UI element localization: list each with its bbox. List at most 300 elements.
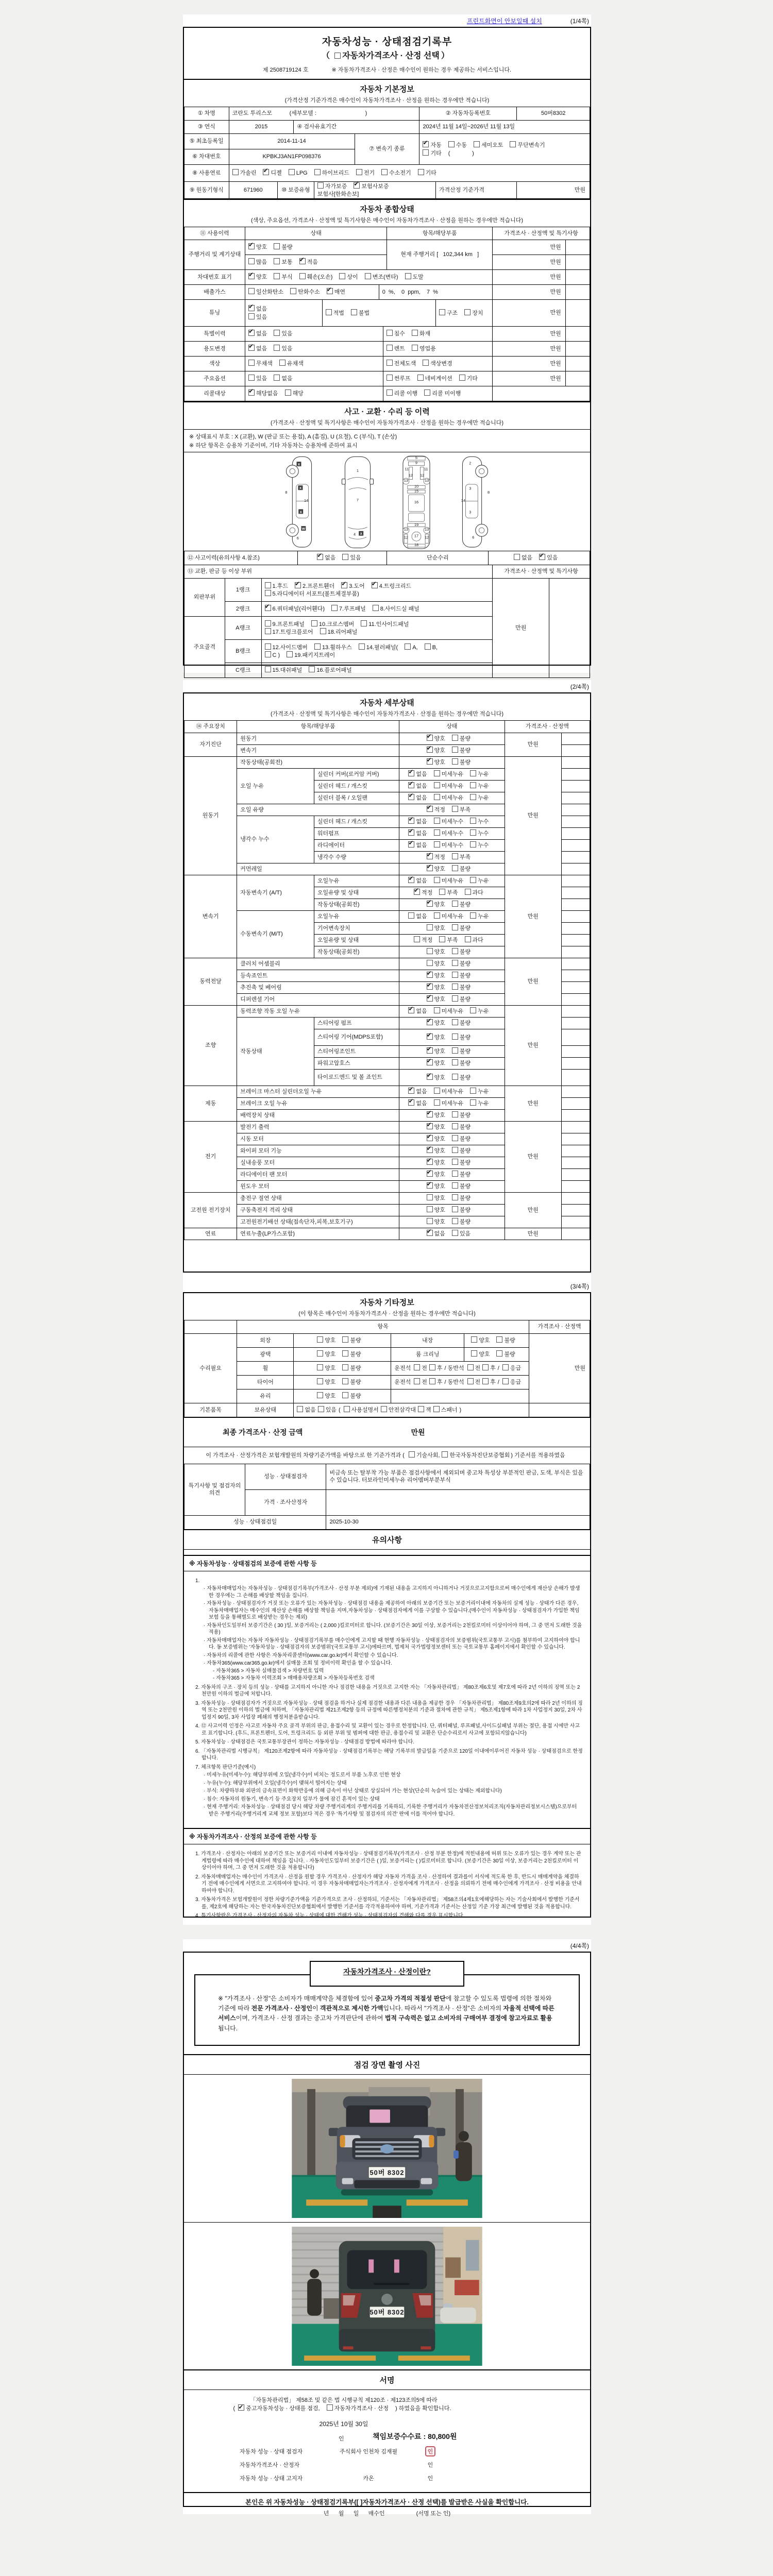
checkbox-checked[interactable] — [408, 782, 414, 788]
checkbox[interactable] — [317, 1336, 323, 1343]
checkbox-option[interactable]: 양호 — [427, 1218, 445, 1226]
checkbox-option[interactable]: ✔ 양호 — [427, 995, 445, 1003]
checkbox-option[interactable]: 불량 — [452, 1206, 470, 1214]
checkbox-option[interactable]: ✔ 양호 — [427, 1159, 445, 1166]
checkbox-option[interactable]: 사용설명서 — [344, 1406, 379, 1414]
checkbox[interactable] — [320, 628, 326, 634]
checkbox-option[interactable]: 누유 — [470, 877, 489, 885]
checkbox[interactable] — [452, 960, 458, 966]
checkbox-checked[interactable] — [327, 288, 333, 294]
checkbox-option[interactable]: 양호 — [317, 1392, 335, 1400]
checkbox[interactable] — [265, 666, 271, 672]
checkbox-checked[interactable] — [299, 258, 306, 264]
checkbox-option[interactable]: ✔ 양호 — [427, 1123, 445, 1131]
checkbox-option[interactable]: 18.리어패널 — [320, 628, 358, 636]
checkbox[interactable] — [465, 936, 471, 942]
checkbox[interactable] — [274, 375, 280, 381]
checkbox[interactable] — [452, 1218, 458, 1224]
checkbox-option[interactable]: 불량 — [342, 1392, 361, 1400]
checkbox-option[interactable]: 유채색 — [279, 360, 304, 367]
checkbox[interactable] — [434, 1088, 440, 1094]
checkbox-checked[interactable] — [295, 582, 301, 588]
checkbox[interactable] — [386, 345, 393, 351]
checkbox-checked[interactable] — [408, 1007, 414, 1013]
checkbox-option[interactable]: ✔없음 — [248, 305, 267, 313]
checkbox-option[interactable]: 부족 — [452, 853, 470, 861]
checkbox-checked[interactable] — [248, 273, 255, 279]
checkbox-option[interactable]: ✔ 양호 — [427, 1047, 445, 1055]
checkbox-option[interactable]: ✔ 없음 — [317, 554, 335, 562]
checkbox-option[interactable]: 불량 — [452, 1074, 470, 1081]
checkbox-option[interactable]: 한국자동차진단보증협회 — [442, 1451, 510, 1460]
checkbox-option[interactable]: ✔ 양호 — [427, 1171, 445, 1178]
checkbox-checked[interactable] — [427, 853, 433, 859]
checkbox[interactable] — [434, 794, 440, 800]
checkbox-option[interactable]: 17.트렁크플로어 — [265, 628, 313, 636]
checkbox-option[interactable]: 불량 — [452, 1033, 470, 1041]
checkbox-option[interactable]: ✔ 없음 — [408, 770, 427, 778]
checkbox[interactable] — [452, 1059, 458, 1065]
checkbox-option[interactable]: 썬루프 — [386, 375, 411, 382]
checkbox[interactable] — [427, 948, 433, 954]
checkbox-option[interactable]: 불량 — [342, 1378, 361, 1386]
checkbox[interactable] — [434, 1007, 440, 1013]
checkbox-option[interactable]: 누유 — [470, 1088, 489, 1095]
checkbox-option[interactable]: 응급 — [502, 1364, 521, 1372]
checkbox-option[interactable]: 있음 — [342, 554, 361, 562]
checkbox-option[interactable]: 없음 — [274, 375, 292, 382]
checkbox-option[interactable]: ✔ 양호 — [427, 1074, 445, 1081]
checkbox-checked[interactable] — [408, 877, 414, 883]
checkbox[interactable] — [452, 1123, 458, 1129]
checkbox-option[interactable]: 불법 — [351, 309, 369, 317]
checkbox-checked[interactable] — [427, 1033, 433, 1040]
checkbox[interactable] — [452, 1074, 458, 1080]
checkbox[interactable] — [470, 841, 476, 848]
checkbox-checked[interactable] — [408, 1088, 414, 1094]
checkbox[interactable] — [470, 782, 476, 788]
checkbox[interactable] — [265, 590, 271, 596]
checkbox-option[interactable]: 전기 — [356, 169, 375, 177]
checkbox-option[interactable]: 후 — [429, 1378, 443, 1386]
checkbox[interactable] — [248, 360, 255, 366]
checkbox[interactable] — [452, 1147, 458, 1153]
checkbox-option[interactable]: ✔ 양호 — [427, 901, 445, 908]
checkbox[interactable] — [452, 901, 458, 907]
checkbox-option[interactable]: 상이 — [339, 273, 358, 281]
checkbox-option[interactable]: ✔ 적정 — [427, 853, 445, 861]
checkbox[interactable] — [274, 330, 280, 336]
checkbox[interactable] — [434, 818, 440, 824]
checkbox-option[interactable]: 장치 — [464, 309, 483, 317]
checkbox-option[interactable]: 13.휠하우스 — [314, 643, 352, 651]
checkbox[interactable] — [442, 1451, 448, 1458]
checkbox-option[interactable]: 기타 — [423, 149, 441, 157]
checkbox[interactable] — [373, 605, 379, 611]
checkbox-option[interactable]: A, — [405, 643, 417, 651]
checkbox[interactable] — [297, 1406, 303, 1412]
checkbox-option[interactable]: 불량 — [452, 1159, 470, 1166]
checkbox-option[interactable]: ✔ 보험사보증 — [354, 182, 389, 190]
checkbox[interactable] — [317, 182, 324, 189]
checkbox[interactable] — [423, 360, 429, 366]
checkbox-option[interactable]: 불량 — [452, 747, 470, 754]
checkbox-option[interactable]: 누수 — [470, 841, 489, 849]
checkbox[interactable] — [265, 620, 271, 626]
checkbox-option[interactable]: 있음 — [274, 345, 292, 352]
checkbox[interactable] — [434, 829, 440, 836]
checkbox[interactable] — [314, 643, 321, 650]
checkbox-option[interactable]: ✔ 적정 — [427, 806, 445, 814]
checkbox[interactable] — [471, 1350, 477, 1357]
checkbox-option[interactable]: 불량 — [452, 1218, 470, 1226]
checkbox-option[interactable]: 양호 — [427, 1206, 445, 1214]
checkbox-option[interactable]: 미세누유 — [434, 782, 464, 790]
checkbox-option[interactable]: 해당 — [285, 389, 304, 397]
checkbox[interactable] — [381, 169, 388, 175]
checkbox-option[interactable]: 구조 — [439, 309, 458, 317]
checkbox[interactable] — [248, 258, 255, 264]
checkbox-checked[interactable] — [427, 1074, 433, 1080]
checkbox[interactable] — [482, 1364, 489, 1370]
checkbox-option[interactable]: 과다 — [465, 889, 483, 896]
checkbox-option[interactable]: 양호 — [317, 1350, 335, 1358]
checkbox[interactable] — [274, 258, 280, 264]
checkbox-option[interactable]: 없음 — [408, 912, 427, 920]
checkbox-checked[interactable] — [414, 889, 420, 895]
checkbox[interactable] — [434, 912, 440, 919]
checkbox-checked[interactable] — [248, 345, 255, 351]
checkbox[interactable] — [351, 309, 357, 315]
checkbox[interactable] — [289, 169, 295, 175]
checkbox-option[interactable]: 19.패키지트레이 — [287, 651, 335, 659]
checkbox[interactable] — [414, 936, 420, 942]
checkbox[interactable] — [452, 1033, 458, 1040]
checkbox[interactable] — [290, 288, 296, 294]
checkbox[interactable] — [356, 169, 362, 175]
checkbox-checked[interactable] — [427, 865, 433, 871]
checkbox-option[interactable]: 양호 — [317, 1364, 335, 1372]
checkbox[interactable] — [452, 1111, 458, 1117]
checkbox[interactable] — [471, 1336, 477, 1343]
checkbox-option[interactable]: ✔ 적음 — [299, 258, 318, 266]
checkbox-checked[interactable] — [265, 605, 271, 611]
checkbox[interactable] — [452, 1171, 458, 1177]
checkbox-option[interactable]: ✔ 없음 — [408, 794, 427, 802]
checkbox-checked[interactable] — [427, 972, 433, 978]
checkbox-option[interactable]: 누유 — [470, 794, 489, 802]
checkbox[interactable] — [318, 1406, 324, 1412]
checkbox[interactable] — [452, 806, 458, 812]
checkbox[interactable] — [452, 735, 458, 741]
checkbox[interactable] — [344, 1406, 350, 1412]
checkbox-option[interactable]: 미세누유 — [434, 1007, 464, 1015]
checkbox-option[interactable]: 불량 — [452, 901, 470, 908]
checkbox-checked[interactable] — [427, 995, 433, 1002]
checkbox-option[interactable]: ✔ 해당없음 — [248, 389, 278, 397]
checkbox-option[interactable]: 불량 — [452, 995, 470, 1003]
checkbox[interactable] — [427, 1206, 433, 1212]
checkbox[interactable] — [452, 1159, 458, 1165]
checkbox[interactable] — [434, 1099, 440, 1106]
checkbox-checked[interactable] — [408, 1099, 414, 1106]
checkbox[interactable] — [452, 984, 458, 990]
checkbox-option[interactable]: ✔ 3.도어 — [341, 582, 364, 590]
checkbox[interactable] — [327, 2404, 333, 2411]
checkbox-option[interactable]: 불량 — [452, 865, 470, 873]
checkbox-checked[interactable] — [248, 305, 255, 311]
checkbox-option[interactable]: 미세누유 — [434, 794, 464, 802]
checkbox-option[interactable]: 후 — [482, 1378, 496, 1386]
checkbox[interactable] — [285, 389, 291, 396]
checkbox-option[interactable]: 불량 — [452, 1123, 470, 1131]
checkbox-option[interactable]: 누유 — [470, 782, 489, 790]
checkbox-option[interactable]: 응급 — [502, 1378, 521, 1386]
checkbox-option[interactable]: 있음 — [274, 330, 292, 337]
checkbox-option[interactable]: ✔ 있음 — [539, 554, 558, 562]
checkbox[interactable] — [439, 936, 445, 942]
checkbox[interactable] — [427, 960, 433, 966]
checkbox-option[interactable]: 불량 — [342, 1336, 361, 1344]
checkbox-checked[interactable] — [372, 582, 378, 588]
checkbox-checked[interactable] — [263, 169, 269, 175]
checkbox[interactable] — [452, 1047, 458, 1054]
checkbox[interactable] — [311, 620, 317, 626]
checkbox-option[interactable]: 미세누유 — [434, 877, 464, 885]
checkbox[interactable] — [452, 1182, 458, 1189]
checkbox-option[interactable]: 무단변속기 — [510, 141, 545, 149]
checkbox[interactable] — [439, 309, 445, 315]
checkbox[interactable] — [467, 1364, 474, 1370]
checkbox[interactable] — [470, 829, 476, 836]
checkbox-option[interactable]: 불량 — [342, 1364, 361, 1372]
checkbox-option[interactable]: 미세누유 — [434, 1099, 464, 1107]
checkbox[interactable] — [427, 924, 433, 930]
checkbox[interactable] — [470, 1088, 476, 1094]
checkbox[interactable] — [317, 1392, 323, 1398]
checkbox[interactable] — [433, 1406, 440, 1412]
checkbox-option[interactable]: 불량 — [496, 1336, 515, 1344]
checkbox-option[interactable]: ✔ 양호 — [427, 865, 445, 873]
checkbox-option[interactable]: 불량 — [452, 1171, 470, 1178]
checkbox-checked[interactable] — [427, 1147, 433, 1153]
checkbox[interactable] — [452, 747, 458, 753]
checkbox-option[interactable]: 수소전기 — [381, 169, 411, 177]
checkbox-checked[interactable] — [423, 141, 429, 147]
checkbox-option[interactable]: 불량 — [452, 1135, 470, 1143]
checkbox[interactable] — [434, 770, 440, 776]
checkbox-option[interactable]: ✔양호 — [248, 243, 267, 251]
checkbox-option[interactable]: 가솔린 — [232, 169, 257, 177]
checkbox[interactable] — [452, 924, 458, 930]
checkbox[interactable] — [424, 389, 430, 396]
checkbox[interactable] — [359, 643, 365, 650]
checkbox[interactable] — [452, 853, 458, 859]
checkbox[interactable] — [365, 273, 371, 279]
checkbox[interactable] — [452, 1019, 458, 1025]
checkbox-option[interactable]: 9.프론트패널 — [265, 620, 305, 628]
checkbox[interactable] — [429, 1364, 435, 1370]
checkbox-option[interactable]: 세미오토 — [474, 141, 503, 149]
checkbox[interactable] — [470, 877, 476, 883]
checkbox-checked[interactable] — [427, 1159, 433, 1165]
checkbox[interactable] — [470, 1099, 476, 1106]
checkbox-option[interactable]: ✔자동 — [423, 141, 441, 149]
checkbox-checked[interactable] — [248, 330, 255, 336]
checkbox-option[interactable]: 색상변경 — [423, 360, 452, 367]
checkbox-checked[interactable] — [427, 984, 433, 990]
checkbox-option[interactable]: ✔ 양호 — [427, 1111, 445, 1119]
checkbox-checked[interactable] — [248, 389, 255, 396]
checkbox-option[interactable]: 전 — [414, 1364, 427, 1372]
checkbox[interactable] — [496, 1350, 502, 1357]
checkbox[interactable] — [274, 273, 280, 279]
checkbox-checked[interactable] — [427, 1123, 433, 1129]
checkbox-option[interactable]: ✔ 6.쿼터패널(리어휀다) — [265, 605, 325, 613]
checkbox-option[interactable]: 하이브리드 — [314, 169, 349, 177]
checkbox[interactable] — [470, 912, 476, 919]
checkbox[interactable] — [425, 643, 431, 650]
checkbox-option[interactable]: 수동 — [448, 141, 467, 149]
checkbox[interactable] — [361, 620, 367, 626]
checkbox[interactable] — [452, 1206, 458, 1212]
checkbox-option[interactable]: 영업용 — [412, 345, 436, 352]
checkbox-option[interactable]: 자동차가격조사 · 산정 — [327, 2404, 389, 2413]
checkbox-option[interactable]: 기타 — [459, 375, 478, 382]
checkbox-checked[interactable] — [408, 794, 414, 800]
checkbox[interactable] — [317, 1350, 323, 1357]
checkbox[interactable] — [342, 1336, 348, 1343]
checkbox[interactable] — [459, 375, 465, 381]
checkbox[interactable] — [342, 1392, 348, 1398]
checkbox[interactable] — [417, 375, 424, 381]
checkbox-option[interactable]: 불량 — [342, 1350, 361, 1358]
checkbox[interactable] — [502, 1378, 509, 1384]
checkbox-option[interactable]: ✔ 없음 — [408, 1099, 427, 1107]
checkbox-option[interactable]: 15.대쉬패널 — [265, 666, 303, 674]
checkbox[interactable] — [342, 1350, 348, 1357]
checkbox-option[interactable]: 불량 — [452, 972, 470, 979]
checkbox-option[interactable]: 있음 — [248, 313, 267, 321]
checkbox-option[interactable]: 10.크로스멤버 — [311, 620, 354, 628]
checkbox-option[interactable]: 5.라디에이터 서포트(볼트체결부품) — [265, 590, 359, 598]
checkbox-option[interactable]: ✔ 없음 — [248, 330, 267, 337]
checkbox[interactable] — [265, 628, 271, 634]
checkbox-option[interactable]: 적법 — [326, 309, 344, 317]
checkbox-checked[interactable] — [408, 770, 414, 776]
checkbox-option[interactable]: 일산화탄소 — [248, 288, 283, 296]
checkbox-option[interactable]: 자가보증 — [317, 182, 347, 190]
checkbox[interactable] — [429, 1378, 435, 1384]
checkbox-option[interactable]: 미세누유 — [434, 1088, 464, 1095]
checkbox-checked[interactable] — [408, 829, 414, 836]
checkbox-option[interactable]: ✔ 없음 — [408, 877, 427, 885]
checkbox[interactable] — [287, 651, 293, 657]
checkbox[interactable] — [326, 309, 332, 315]
checkbox[interactable] — [427, 1218, 433, 1224]
checkbox-option[interactable]: 양호 — [427, 1194, 445, 1202]
checkbox-option[interactable]: 불량 — [452, 1182, 470, 1190]
checkbox[interactable] — [502, 1364, 509, 1370]
checkbox[interactable] — [465, 889, 471, 895]
checkbox-option[interactable]: 리콜 이행 — [386, 389, 418, 397]
checkbox-option[interactable]: 많음 — [248, 258, 267, 266]
checkbox-option[interactable]: ✔ 없음 — [408, 1088, 427, 1095]
checkbox-option[interactable]: 네비게이션 — [417, 375, 452, 382]
checkbox-option[interactable]: 양호 — [317, 1378, 335, 1386]
checkbox-option[interactable]: ✔ 양호 — [427, 1147, 445, 1155]
checkbox-option[interactable]: 8.사이드실 패널 — [373, 605, 419, 613]
checkbox-option[interactable]: 양호 — [317, 1336, 335, 1344]
checkbox[interactable] — [274, 243, 280, 249]
checkbox-option[interactable]: ✔ 없음 — [427, 1230, 445, 1238]
checkbox-option[interactable]: 양호 — [427, 948, 445, 956]
checkbox[interactable] — [331, 605, 338, 611]
checkbox-option[interactable]: 있음 — [318, 1406, 337, 1414]
checkbox-option[interactable]: 보통 — [274, 258, 292, 266]
checkbox-option[interactable]: 후 — [482, 1364, 496, 1372]
checkbox[interactable] — [452, 865, 458, 871]
checkbox-option[interactable]: 양호 — [427, 924, 445, 932]
checkbox[interactable] — [470, 818, 476, 824]
checkbox[interactable] — [427, 1194, 433, 1200]
checkbox-option[interactable]: 양호 — [471, 1336, 490, 1344]
checkbox-option[interactable]: ✔ 없음 — [408, 1007, 427, 1015]
checkbox[interactable] — [470, 794, 476, 800]
checkbox-option[interactable]: 미세누유 — [434, 912, 464, 920]
checkbox-option[interactable]: LPG — [289, 169, 308, 177]
checkbox-option[interactable]: 리콜 미이행 — [424, 389, 461, 397]
checkbox[interactable] — [434, 841, 440, 848]
checkbox[interactable] — [514, 554, 520, 560]
checkbox-option[interactable]: 미세누유 — [434, 770, 464, 778]
checkbox[interactable] — [452, 972, 458, 978]
checkbox-checked[interactable] — [427, 1059, 433, 1065]
checkbox[interactable] — [248, 288, 255, 294]
checkbox[interactable] — [386, 375, 393, 381]
checkbox-option[interactable]: ✔ 4.트렁크리드 — [372, 582, 411, 590]
checkbox-option[interactable]: ✔ 양호 — [427, 1182, 445, 1190]
checkbox-checked[interactable] — [341, 582, 347, 588]
checkbox-option[interactable]: 전 — [467, 1378, 481, 1386]
checkbox-option[interactable]: 부족 — [439, 936, 458, 944]
checkbox[interactable] — [408, 912, 414, 919]
checkbox[interactable] — [474, 141, 480, 147]
checkbox[interactable] — [265, 582, 271, 588]
checkbox-checked[interactable] — [248, 243, 255, 249]
checkbox-option[interactable]: 불량 — [452, 960, 470, 968]
checkbox[interactable] — [412, 330, 418, 336]
checkbox-option[interactable]: 전 — [414, 1378, 427, 1386]
checkbox[interactable] — [386, 330, 393, 336]
checkbox[interactable] — [418, 1406, 424, 1412]
checkbox-option[interactable]: 스패너 — [433, 1406, 458, 1414]
checkbox-checked[interactable] — [427, 747, 433, 753]
checkbox[interactable] — [452, 1230, 458, 1236]
checkbox-checked[interactable] — [427, 1135, 433, 1141]
checkbox-option[interactable]: 누유 — [470, 1099, 489, 1107]
checkbox[interactable] — [418, 169, 424, 175]
checkbox-option[interactable]: 누유 — [470, 1007, 489, 1015]
checkbox-checked[interactable] — [427, 1047, 433, 1054]
checkbox-option[interactable]: 무채색 — [248, 360, 273, 367]
checkbox[interactable] — [232, 169, 239, 175]
checkbox-option[interactable]: 잭 — [418, 1406, 431, 1414]
checkbox-option[interactable]: 불량 — [452, 1047, 470, 1055]
checkbox-option[interactable]: 양호 — [471, 1350, 490, 1358]
checkbox-option[interactable]: 12.사이드멤버 — [265, 643, 308, 651]
checkbox-option[interactable]: ✔ 없음 — [408, 818, 427, 825]
